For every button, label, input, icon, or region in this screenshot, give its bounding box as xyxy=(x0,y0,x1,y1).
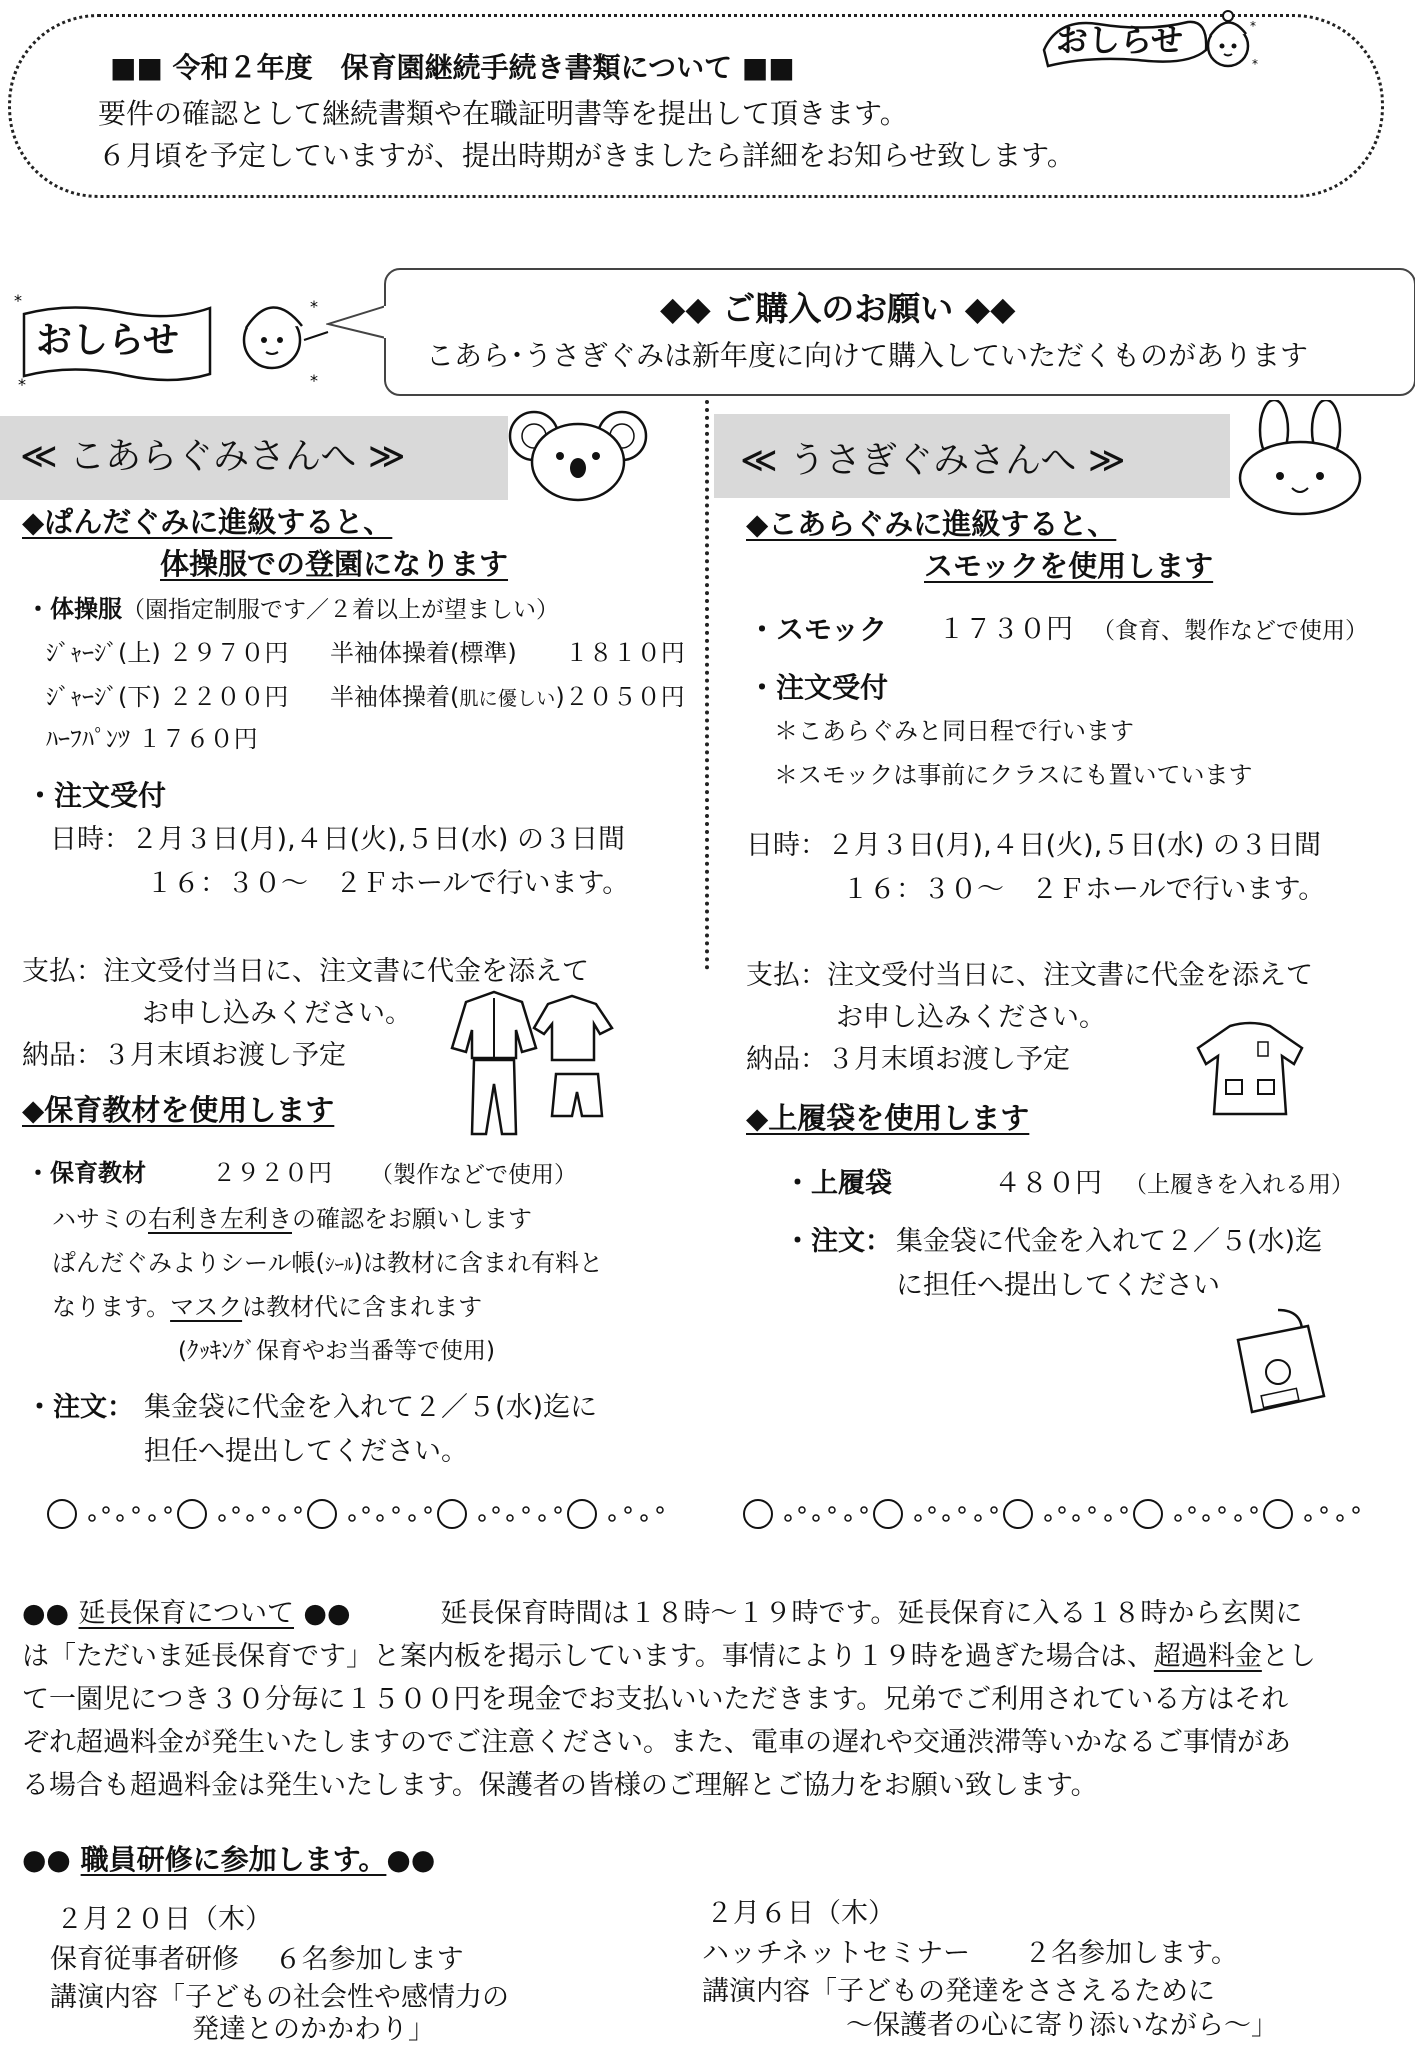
decorative-border-left xyxy=(40,1492,680,1536)
notice-line-2: ６月頃を予定していますが、提出時期がきましたら詳細をお知らせ致します。 xyxy=(98,139,1075,172)
koala-order2-line-1: 集金袋に代金を入れて２／５(水)迄に xyxy=(144,1392,598,1423)
svg-text:*: * xyxy=(18,375,26,392)
materials-line-4: (ｸｯｷﾝｸﾞ保育やお当番等で使用) xyxy=(178,1338,495,1364)
koala-heading-1-line-2: 体操服での登園になります xyxy=(160,547,509,581)
koala-heading-2: ◆保育教材を使用します xyxy=(22,1093,335,1127)
training-heading: ●● 職員研修に参加します。●● xyxy=(22,1843,436,1876)
koala-face-icon xyxy=(508,404,648,504)
training-right-topic-2: ～保護者の心に寄り添いながら～」 xyxy=(846,2010,1278,2041)
koala-order2-label: ・注文： xyxy=(26,1392,134,1423)
notice-badge-label: おしらせ xyxy=(1056,21,1184,59)
smock-note: （食育、製作などで使用） xyxy=(1092,618,1368,644)
usagi-header: ≪ うさぎぐみさんへ ≫ xyxy=(740,440,1126,481)
training-right-name: ハッチネットセミナー ２名参加します。 xyxy=(702,1938,1238,1969)
price-tshirt-gentle: 半袖体操着(肌に優しい)２０５０円 xyxy=(330,683,685,711)
notice-title: ■■ 令和２年度 保育園継続手続き書類について ■■ xyxy=(110,51,795,84)
usagi-order2-line-1: 集金袋に代金を入れて２／５(水)迄 xyxy=(896,1226,1323,1257)
training-left-date: ２月２０日（木） xyxy=(56,1904,272,1935)
usagi-heading-1-line-2: スモックを使用します xyxy=(924,549,1214,583)
materials-line-1: ハサミの右利き左利きの確認をお願いします xyxy=(52,1205,532,1233)
purchase-subtitle: こあら･うさぎぐみは新年度に向けて購入していただくものがあります xyxy=(426,339,1309,372)
bubble-tail-icon xyxy=(326,300,388,344)
usagi-payment-line-2: お申し込みください。 xyxy=(836,1002,1106,1033)
training-right-date: ２月６日（木） xyxy=(706,1898,895,1929)
training-left-name: 保育従事者研修 ６名参加します xyxy=(50,1944,464,1975)
extended-care-heading: ●● 延長保育について ●● xyxy=(22,1598,351,1629)
materials-line-2: ぱんだぐみよりシール帳(ｼｰﾙ)は教材に含まれ有料と xyxy=(52,1249,604,1277)
svg-text:*: * xyxy=(310,371,318,390)
usagi-order2-line-2: に担任へ提出してください xyxy=(896,1270,1220,1301)
shoe-bag-price: ４８０円 xyxy=(994,1168,1102,1199)
koala-order-label: ・注文受付 xyxy=(26,779,167,812)
purchase-title: ◆◆ ご購入のお願い ◆◆ xyxy=(660,289,1016,328)
shoe-bag-label: ・上履袋 xyxy=(784,1168,892,1199)
shoe-bag-icon xyxy=(1228,1306,1328,1416)
usagi-heading-1-line-1: ◆こあらぐみに進級すると、 xyxy=(746,507,1117,541)
usagi-order-date: 日時：２月３日(月),４日(火),５日(水) の３日間 xyxy=(746,830,1321,861)
decorative-border-right xyxy=(736,1492,1376,1536)
koala-order-date: 日時：２月３日(月),４日(火),５日(水) の３日間 xyxy=(50,824,625,855)
price-jersey-bottom: ｼﾞｬｰｼﾞ(下) ２２００円 xyxy=(46,683,289,711)
koala-payment-line-2: お申し込みください。 xyxy=(142,998,412,1029)
smock-price: １７３０円 xyxy=(938,614,1073,645)
price-jersey-top: ｼﾞｬｰｼﾞ(上) ２９７０円 xyxy=(46,639,289,667)
extended-care-line-1: ●● 延長保育について ●● 延長保育時間は１８時～１９時です。延長保育に入る１８時から玄関に xyxy=(22,1598,1303,1629)
koala-delivery: 納品：３月末頃お渡し予定 xyxy=(22,1040,346,1071)
koala-payment-line-1: 支払：注文受付当日に、注文書に代金を添えて xyxy=(22,956,589,987)
koala-order2-line-2: 担任へ提出してください。 xyxy=(144,1436,468,1467)
smock-label: ・スモック xyxy=(748,613,888,646)
extended-care-line-2: は「ただいま延長保育です」と案内板を掲示しています。事情により１９時を過ぎた場合は、超過料金とし xyxy=(22,1641,1316,1672)
rabbit-face-icon xyxy=(1230,400,1370,516)
usagi-order-label: ・注文受付 xyxy=(748,671,889,704)
gym-uniform-note: （園指定制服です／２着以上が望ましい） xyxy=(122,597,559,623)
materials-note: （製作などで使用） xyxy=(370,1162,577,1188)
koala-order-time: １６：３０～ ２Ｆホールで行います。 xyxy=(146,868,630,899)
price-tshirt-standard: 半袖体操着(標準) １８１０円 xyxy=(330,639,685,667)
svg-text:*: * xyxy=(310,297,318,316)
usagi-payment-line-1: 支払：注文受付当日に、注文書に代金を添えて xyxy=(746,960,1313,991)
extended-care-line-5: る場合も超過料金は発生いたします。保護者の皆様のご理解とご協力をお願い致します。 xyxy=(22,1770,1098,1801)
gym-uniform-label: ・体操服（園指定制服です／２着以上が望ましい） xyxy=(26,595,559,623)
materials-price: ２９２０円 xyxy=(212,1159,332,1187)
training-right-topic-1: 講演内容「子どもの発達をささえるために xyxy=(702,1976,1215,2007)
extended-care-line-4: ぞれ超過料金が発生いたしますのでご注意ください。また、電車の遅れや交通渋滞等いかなるご事情があ xyxy=(22,1727,1291,1758)
materials-label: ・保育教材 xyxy=(26,1159,146,1187)
usagi-delivery: 納品：３月末頃お渡し予定 xyxy=(746,1044,1070,1075)
smock-icon xyxy=(1190,1020,1310,1120)
usagi-order2-label: ・注文： xyxy=(784,1226,892,1257)
svg-text:*: * xyxy=(14,291,22,310)
price-half-pants: ﾊｰﾌﾊﾟﾝﾂ １７６０円 xyxy=(46,725,258,753)
koala-heading-1-line-1: ◆ぱんだぐみに進級すると、 xyxy=(22,505,393,539)
svg-text:*: * xyxy=(1250,19,1256,33)
extended-care-section xyxy=(22,1592,1392,1807)
shoe-bag-note: （上履きを入れる用） xyxy=(1124,1172,1354,1198)
usagi-order-note-2: ＊スモックは事前にクラスにも置いています xyxy=(774,761,1253,789)
training-left-topic-2: 発達とのかかわり」 xyxy=(192,2014,435,2045)
column-divider xyxy=(705,400,709,970)
extended-care-line-3: て一園児につき３０分毎に１５００円を現金でお支払いいただきます。兄弟でご利用されている方はそれ xyxy=(22,1684,1289,1715)
purchase-badge-label: おしらせ xyxy=(36,320,179,361)
purchase-bubble xyxy=(384,268,1415,396)
training-left-topic-1: 講演内容「子どもの社会性や感情力の xyxy=(50,1982,509,2013)
usagi-order-note-1: ＊こあらぐみと同日程で行います xyxy=(774,717,1134,745)
notice-line-1: 要件の確認として継続書類や在職証明書等を提出して頂きます。 xyxy=(98,97,908,130)
gym-clothes-icon xyxy=(436,988,616,1136)
koala-header: ≪ こあらぐみさんへ ≫ xyxy=(20,436,406,477)
svg-text:*: * xyxy=(1252,57,1258,71)
materials-line-3: なります。マスクは教材代に含まれます xyxy=(52,1293,483,1321)
usagi-heading-2: ◆上履袋を使用します xyxy=(746,1101,1030,1135)
usagi-order-time: １６：３０～ ２Ｆホールで行います。 xyxy=(842,874,1326,905)
